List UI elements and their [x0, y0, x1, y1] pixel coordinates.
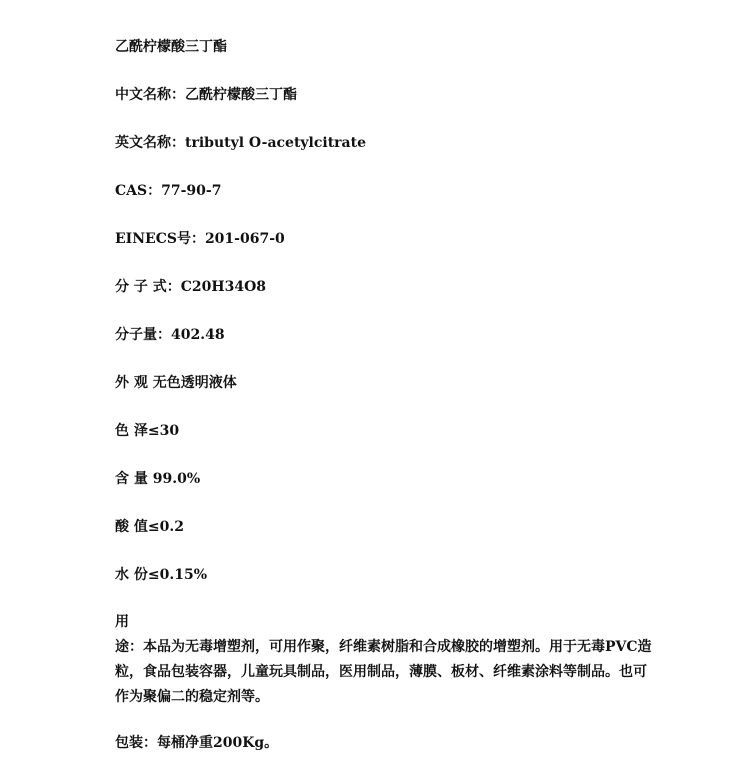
usage-body: 途：本品为无毒增塑剂，可用作聚，纤维素树脂和合成橡胶的增塑剂。用于无毒PVC造粒，食品包装容器，儿童玩具制品，医用制品，薄膜、板材、纤维素涂料等制品。也可作为聚偏二的稳定剂等。	[115, 639, 652, 705]
molecular-weight-line: 分子量：402.48	[115, 327, 225, 343]
product-title: 乙酰柠檬酸三丁酯	[115, 39, 227, 55]
color-line: 色 泽≤30	[115, 423, 180, 439]
usage-heading: 用	[115, 614, 129, 630]
appearance-line: 外 观 无色透明液体	[115, 375, 237, 391]
water-line: 水 份≤0.15%	[115, 567, 208, 583]
formula-line: 分 子 式：C20H34O8	[115, 279, 267, 295]
chinese-name-line: 中文名称：乙酰柠檬酸三丁酯	[115, 87, 297, 103]
packaging-line: 包装：每桶净重200Kg。	[115, 735, 279, 751]
einecs-line: EINECS号：201-067-0	[115, 231, 285, 247]
english-name-line: 英文名称：tributyl O-acetylcitrate	[115, 135, 366, 151]
content-line: 含 量 99.0%	[115, 471, 201, 487]
acid-value-line: 酸 值≤0.2	[115, 519, 184, 535]
usage-paragraph	[115, 610, 655, 710]
cas-line: CAS：77-90-7	[115, 183, 222, 199]
